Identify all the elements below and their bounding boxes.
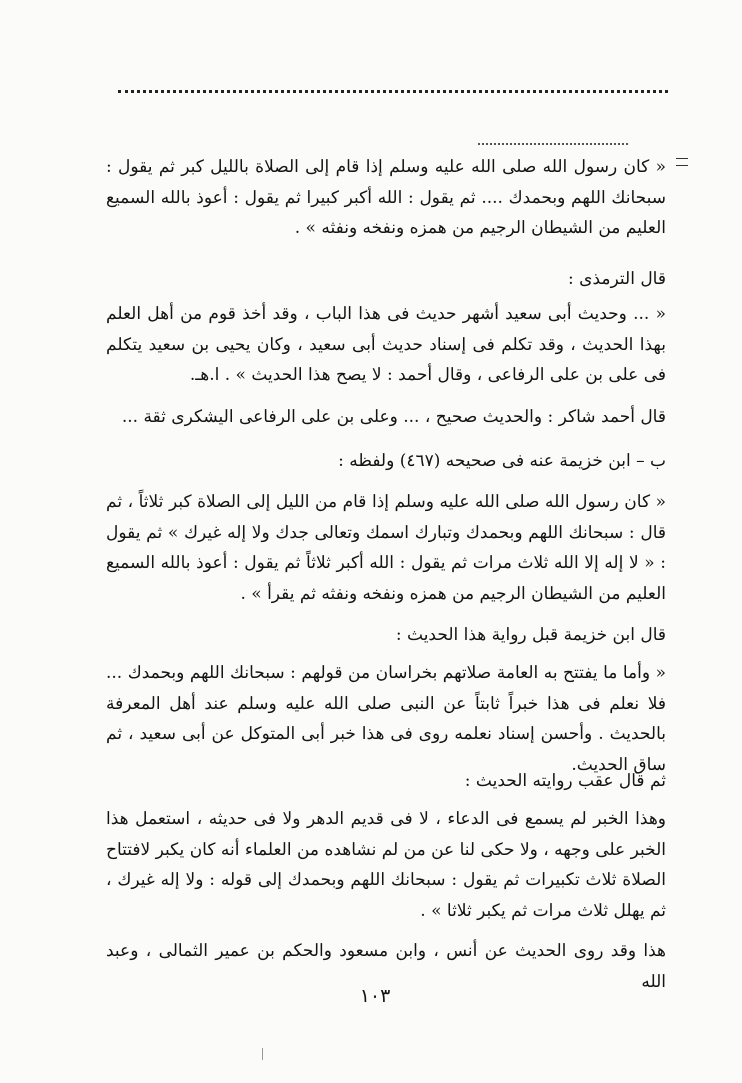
hadith-text-2: « كان رسول الله صلى الله عليه وسلم إذا قام من الليل إلى الصلاة كبر ثلاثاً ، ثم قال : سبحانك اللهم وبحمدك وتبارك اسمك وتعالى جدك ولا إله غيرك » ثم يقول : « لا إله إلا الله ثلاث مرات ثم يقول : الله أكبر ثلاثاً ثم يقول : أعوذ بالله السميع العليم من الشيطان الرجيم من همزه ونفخه ونفثه ثم يقرأ » . [106, 492, 666, 604]
dotted-rule-top [118, 90, 668, 93]
ibn-khuzaymah-quote: « وأما ما يفتتح به العامة صلاتهم بخراسان من قولهم : سبحانك اللهم وبحمدك ... فلا نعلم فى هذا خبراً ثابتاً عن النبى صلى الله عليه وسلم عند أهل المعرفة بالحديث . وأحسن إسناد نعلمه روى فى هذا خبر أبى المتوكل عن أبى سعيد ، ثم ساق الحديث. [106, 663, 666, 775]
dotted-rule-short [478, 143, 628, 145]
page-number: ١٠٣ [359, 985, 391, 1007]
ibn-khuzaymah-heading: ب – ابن خزيمة عنه فى صحيحه (٤٦٧) ولفظه : [338, 451, 666, 471]
scan-mark [262, 1048, 263, 1060]
commentary-paragraph: وهذا الخبر لم يسمع فى الدعاء ، لا فى قديم الدهر ولا فى حديثه ، استعمل هذا الخبر على وجهه ، ولا حكى لنا عن من لم نشاهده من العلماء أنه كان يكبر لافتتاح الصلاة ثلاث تكبيرات ثم يقول : سبحانك اللهم وبحمدك إلى قوله : ولا إله غيرك ، ثم يهلل ثلاث مرات ثم يكبر ثلاثا » . [106, 809, 666, 921]
tirmidhi-heading: قال الترمذى : [568, 269, 666, 289]
narrators-line: هذا وقد روى الحديث عن أنس ، وابن مسعود والحكم بن عمير الثمالى ، وعبد الله [106, 941, 666, 992]
hadith-text-1: « كان رسول الله صلى الله عليه وسلم إذا قام إلى الصلاة بالليل كبر ثم يقول : سبحانك اللهم وبحمدك .... ثم يقول : الله أكبر كبيرا ثم يقول : أعوذ بالله السميع العليم من الشيطان الرجيم من همزه ونفخه ونفثه » . [106, 157, 666, 238]
ahmad-shakir-note: قال أحمد شاكر : والحديث صحيح ، ... وعلى بن على الرفاعى اليشكرى ثقة ... [121, 407, 666, 427]
ibn-khuzaymah-before: قال ابن خزيمة قبل رواية هذا الحديث : [395, 625, 666, 645]
tirmidhi-quote: « ... وحديث أبى سعيد أشهر حديث فى هذا الباب ، وقد أخذ قوم من أهل العلم بهذا الحديث ، وقد تكلم فى إسناد حديث أبى سعيد ، وكان يحيى بن سعيد يتكلم فى على بن على الرفاعى ، وقال أحمد : لا يصح هذا الحديث » . ا.هـ. [106, 304, 666, 385]
then-said-heading: ثم قال عقب روايته الحديث : [464, 771, 666, 791]
